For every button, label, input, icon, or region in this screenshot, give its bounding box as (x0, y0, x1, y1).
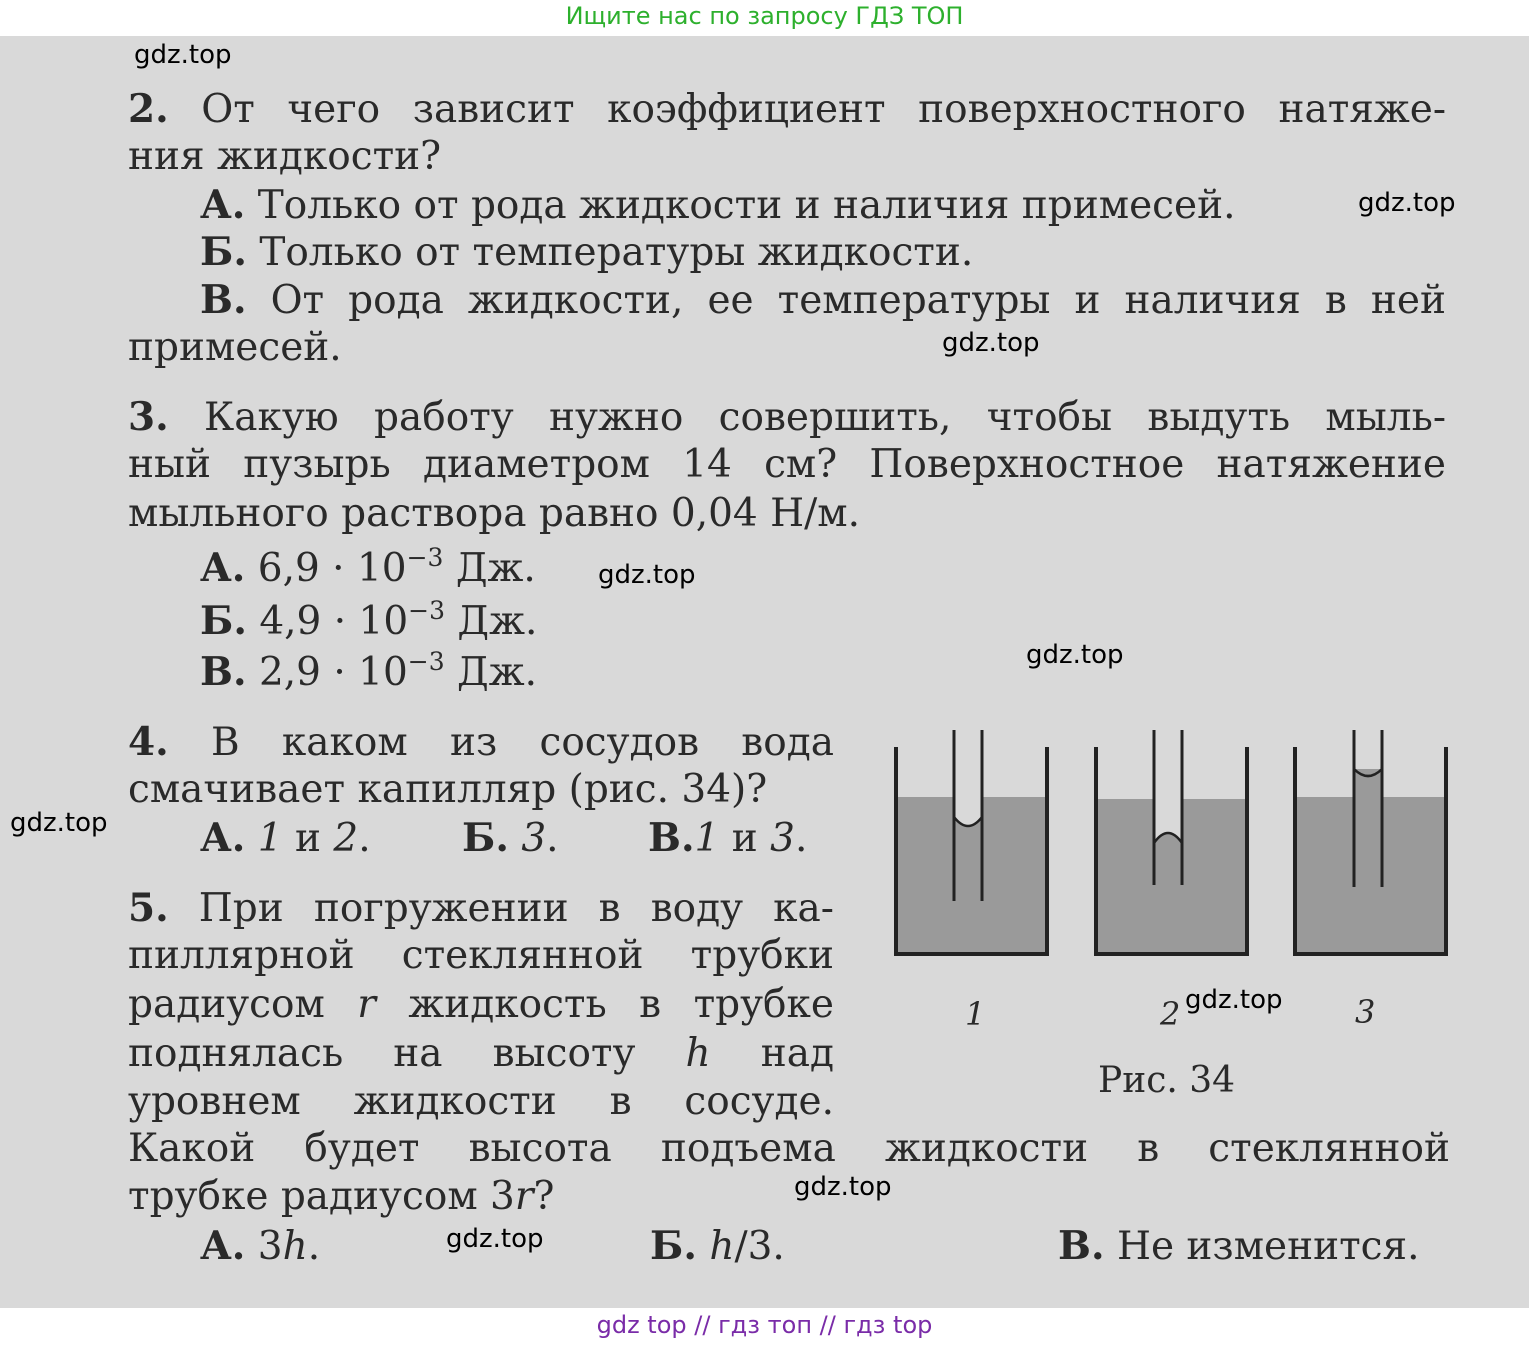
q5-line-7-r: r (514, 1174, 534, 1219)
q3-option-b (200, 598, 537, 645)
vessel-3-meniscus-fill (1354, 761, 1382, 769)
q3-option-b-value: 4,9 · 10 (259, 599, 409, 644)
q3-option-b-label: Б. (200, 598, 247, 644)
q2-option-a-label: А. (200, 182, 246, 228)
q3-option-a-value: 6,9 · 10 (257, 546, 407, 591)
q2-line-1 (128, 86, 1446, 133)
q5-line-7-post: ? (533, 1174, 555, 1219)
top-banner[interactable]: Ищите нас по запросу ГДЗ ТОП (565, 2, 964, 30)
q5-option-b-label: Б. (650, 1223, 697, 1269)
q5-line-6: Какой будет высота подъема жидкости в стеклянной (128, 1126, 1450, 1171)
q2-option-c-label: В. (200, 277, 247, 323)
q3-line-2: ный пузырь диаметром 14 см? Поверхностное натяжение (128, 442, 1446, 487)
q5-line-3-post: жидкость в трубке (375, 982, 834, 1027)
q4-option-a-dot: . (358, 816, 371, 861)
q4-option-b-label: Б. (462, 815, 509, 861)
q5-text-1: При погружении в воду ка- (198, 886, 834, 931)
vessel-1 (896, 730, 1047, 954)
vessel-2-tube-liquid (1154, 833, 1182, 885)
q5-option-a-pre: 3 (245, 1224, 283, 1269)
q4-option-c-v1: 1 (694, 816, 720, 861)
q5-option-b (650, 1223, 785, 1270)
q5-line-4-h: h (685, 1031, 711, 1076)
vessel-2 (1096, 730, 1247, 954)
q5-number: 5. (128, 885, 169, 931)
q3-option-c-value: 2,9 · 10 (258, 650, 408, 695)
q4-option-a-v2: 2 (333, 816, 359, 861)
q4-option-b (462, 815, 559, 862)
watermark: gdz.top (446, 1224, 544, 1254)
q2-option-a-text: Только от рода жидкости и наличия примесей. (257, 183, 1236, 228)
watermark: gdz.top (942, 328, 1040, 358)
q5-option-a-h: h (282, 1224, 308, 1269)
watermark: gdz.top (1026, 640, 1124, 670)
q2-option-b-label: Б. (200, 229, 247, 275)
q2-line-2: ния жидкости? (128, 134, 442, 179)
q5-line-7-pre: трубке радиусом 3 (128, 1174, 515, 1219)
q2-text-1: От чего зависит коэффициент поверхностного натяже- (201, 87, 1447, 132)
q5-line-4-post: над (710, 1031, 834, 1076)
q3-option-c-unit: Дж. (444, 650, 538, 695)
q4-option-c-label: В. (648, 815, 695, 861)
q5-option-a-label: А. (200, 1223, 246, 1269)
figure-label-2: 2 (1160, 995, 1181, 1033)
q5-line-4-pre: поднялась на высоту (128, 1031, 686, 1076)
figure-34-vessels (890, 725, 1450, 960)
q3-option-a-exponent: −3 (406, 543, 444, 572)
vessel-3-tube-liquid (1354, 767, 1382, 887)
q3-line-3: мыльного раствора равно 0,04 Н/м. (128, 491, 861, 536)
watermark: gdz.top (598, 560, 696, 590)
q2-option-c-text: От рода жидкости, ее температуры и наличия в ней (270, 278, 1446, 323)
q4-option-a-label: А. (200, 815, 246, 861)
q2-option-c (200, 277, 1446, 324)
q5-line-1 (128, 885, 834, 932)
bottom-banner[interactable]: gdz top // гдз топ // гдз top (596, 1311, 933, 1339)
watermark: gdz.top (10, 808, 108, 838)
watermark: gdz.top (1185, 985, 1283, 1015)
q3-option-c-label: В. (200, 649, 247, 695)
vessel-3 (1295, 730, 1446, 954)
q4-option-b-dot: . (546, 816, 559, 861)
q5-line-3-r: r (357, 982, 376, 1027)
q4-option-c-dot: . (795, 816, 808, 861)
q4-option-b-v: 3 (521, 816, 547, 861)
q2-option-b-text: Только от температуры жидкости. (259, 230, 974, 275)
figure-label-3: 3 (1355, 993, 1376, 1031)
watermark: gdz.top (1358, 188, 1456, 218)
watermark: gdz.top (134, 40, 232, 70)
q5-option-c-text: Не изменится. (1104, 1224, 1420, 1269)
q5-line-3 (128, 982, 834, 1028)
q3-option-a (200, 545, 536, 592)
q5-option-c (1058, 1223, 1420, 1270)
q2-number: 2. (128, 86, 169, 132)
q4-line-1 (128, 719, 834, 766)
q2-option-b (200, 229, 973, 276)
figure-label-1: 1 (965, 995, 986, 1033)
q5-option-a-dot: . (307, 1224, 321, 1269)
q4-option-a-and: и (282, 816, 334, 861)
q4-text-1: В каком из сосудов вода (210, 720, 835, 765)
figure-caption: Рис. 34 (1098, 1060, 1236, 1101)
q3-option-b-unit: Дж. (445, 599, 538, 644)
q5-line-2: пиллярной стеклянной трубки (128, 933, 834, 978)
q3-option-a-label: А. (200, 545, 246, 591)
q2-option-c-line-2: примесей. (128, 325, 342, 370)
q5-line-5: уровнем жидкости в сосуде. (128, 1079, 834, 1124)
q3-text-1: Какую работу нужно совершить, чтобы выдуть мыль- (204, 395, 1446, 440)
q3-option-a-unit: Дж. (443, 546, 536, 591)
watermark: gdz.top (794, 1172, 892, 1202)
q3-line-1 (128, 394, 1446, 441)
q4-option-a (200, 815, 371, 862)
q5-option-c-label: В. (1058, 1223, 1105, 1269)
q4-option-c (648, 815, 807, 862)
vessel-1-tube-liquid (954, 817, 982, 901)
q5-option-a (200, 1223, 320, 1270)
q3-option-c-exponent: −3 (407, 647, 445, 676)
q5-line-3-pre: радиусом (128, 982, 358, 1027)
q5-option-b-h: h (709, 1224, 735, 1269)
q3-option-b-exponent: −3 (408, 596, 446, 625)
q4-option-c-and: и (719, 816, 771, 861)
q4-option-a-v1: 1 (257, 816, 283, 861)
q5-option-b-post: /3. (734, 1224, 785, 1269)
q4-number: 4. (128, 719, 169, 765)
q2-option-a (200, 182, 1235, 229)
q3-option-c (200, 649, 537, 696)
q4-option-c-v2: 3 (770, 816, 795, 861)
q5-line-7 (128, 1174, 554, 1220)
q4-line-2: смачивает капилляр (рис. 34)? (128, 767, 768, 812)
q3-number: 3. (128, 394, 169, 440)
q5-line-4 (128, 1031, 834, 1077)
